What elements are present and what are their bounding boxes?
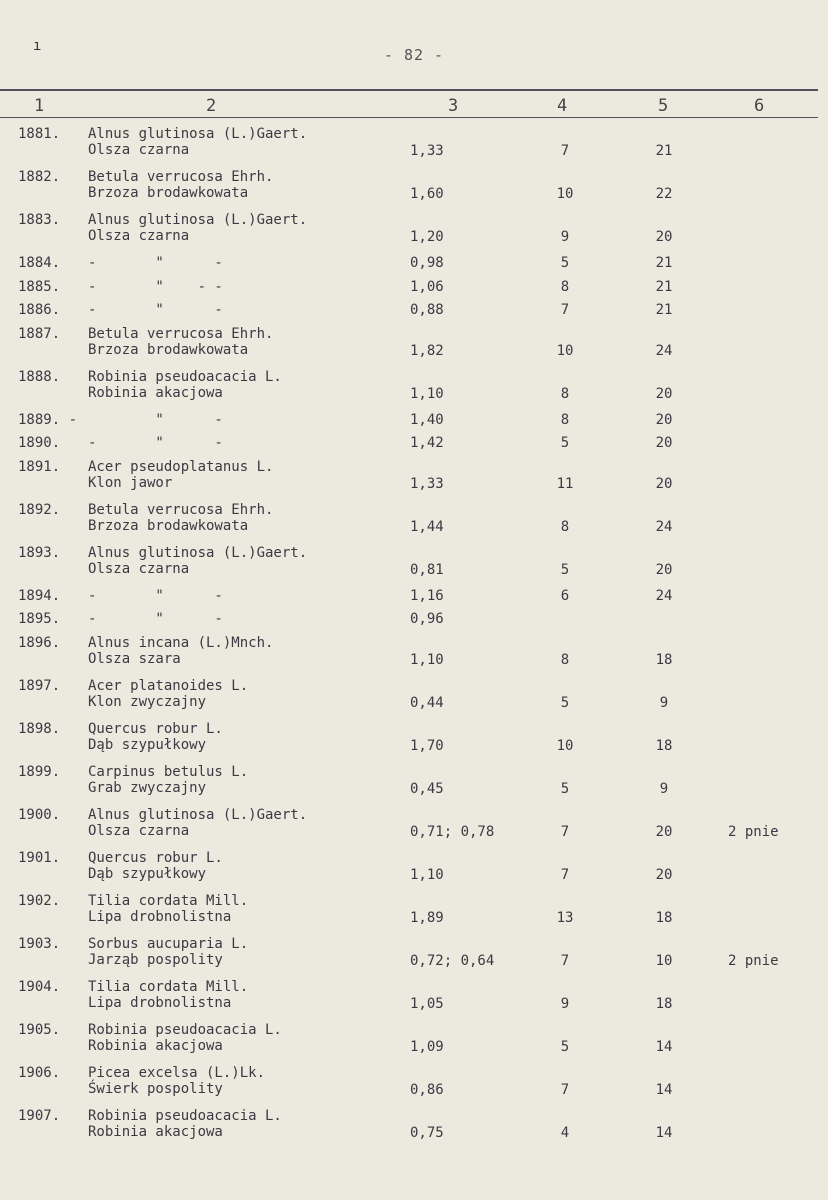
- record-number: 1896.: [18, 634, 61, 651]
- column-4-value: 6: [560, 587, 570, 604]
- polish-name: Dąb szypułkowy: [88, 865, 207, 882]
- column-4-value: 10: [556, 737, 574, 754]
- record-number: 1893.: [18, 544, 61, 561]
- column-3-value: 1,10: [410, 651, 444, 668]
- column-5-value: 20: [655, 561, 673, 578]
- table-row: [0, 850, 828, 893]
- column-3-value: 1,82: [410, 342, 444, 359]
- latin-name: Alnus glutinosa (L.)Gaert.: [88, 212, 308, 228]
- species-name: [88, 126, 307, 158]
- polish-name: Brzoza brodawkowata: [88, 185, 249, 201]
- column-5-value: 20: [655, 411, 673, 428]
- column-5-value: 9: [659, 780, 669, 797]
- column-3-value: 0,86: [410, 1081, 444, 1098]
- column-3-value: 0,45: [410, 780, 444, 797]
- record-number: 1885.: [18, 278, 61, 295]
- record-number: 1890.: [18, 435, 61, 451]
- column-3-value: 1,09: [410, 1038, 444, 1055]
- table-row: [0, 302, 828, 326]
- column-5-value: 24: [655, 518, 673, 535]
- table-row: [0, 435, 828, 459]
- column-4-value: 8: [560, 651, 570, 668]
- table-row: [0, 721, 828, 764]
- record-number: 1897.: [18, 677, 61, 694]
- column-4-value: 5: [560, 780, 570, 797]
- column-5-value: 14: [655, 1038, 673, 1055]
- polish-name: Jarząb pospolity: [88, 951, 223, 968]
- table-row: [0, 1065, 828, 1108]
- species-name: [88, 678, 248, 710]
- latin-name: Betula verrucosa Ehrh.: [88, 169, 274, 185]
- table-row: [0, 502, 828, 545]
- record-number: 1889. -: [18, 411, 78, 428]
- column-3-value: 0,96: [410, 611, 444, 627]
- column-header-6: 6: [754, 96, 765, 116]
- polish-name: Robinia akacjowa: [88, 1037, 223, 1054]
- record-number: 1883.: [18, 212, 61, 228]
- species-name: [88, 326, 273, 358]
- record-number: 1900.: [18, 806, 61, 823]
- header-rule-bottom: [0, 117, 818, 118]
- column-4-value: 10: [556, 342, 574, 359]
- column-3-value: 1,20: [410, 229, 444, 245]
- polish-name: Brzoza brodawkowata: [88, 341, 249, 358]
- column-5-value: 21: [655, 143, 673, 159]
- latin-name: Sorbus aucuparia L.: [88, 935, 249, 952]
- column-3-value: 1,70: [410, 737, 444, 754]
- species-name: [88, 1108, 282, 1140]
- column-3-value: 0,71; 0,78: [410, 823, 495, 840]
- table-row: [0, 893, 828, 936]
- species-name: [88, 764, 248, 796]
- polish-name: Olsza czarna: [88, 142, 190, 158]
- column-5-value: 9: [659, 694, 669, 711]
- species-name: [88, 936, 248, 968]
- table-row: [0, 369, 828, 412]
- header-rule-top: [0, 89, 818, 91]
- column-5-value: 18: [655, 995, 673, 1012]
- record-number: 1904.: [18, 978, 61, 995]
- column-header-1: 1: [34, 96, 45, 116]
- table-row: [0, 1108, 828, 1151]
- column-4-value: 7: [560, 823, 570, 840]
- column-5-value: 20: [655, 229, 673, 245]
- column-4-value: 4: [560, 1124, 570, 1141]
- species-name: [88, 412, 223, 428]
- species-name: [88, 979, 248, 1011]
- table-row: [0, 212, 828, 255]
- table-row: [0, 255, 828, 279]
- record-number: 1902.: [18, 892, 61, 909]
- polish-name: Świerk pospolity: [88, 1080, 223, 1097]
- column-3-value: 1,33: [410, 475, 444, 492]
- column-5-value: 20: [655, 823, 673, 840]
- column-3-value: 1,44: [410, 518, 444, 535]
- record-number: 1903.: [18, 935, 61, 952]
- column-4-value: 11: [556, 475, 574, 492]
- column-4-value: 7: [560, 143, 570, 159]
- column-4-value: 8: [560, 278, 570, 295]
- latin-name: " -: [88, 411, 223, 428]
- column-4-value: 7: [560, 302, 570, 318]
- column-3-value: 0,44: [410, 694, 444, 711]
- latin-name: Robinia pseudoacacia L.: [88, 1107, 282, 1124]
- column-4-value: 8: [560, 411, 570, 428]
- column-3-value: 1,16: [410, 587, 444, 604]
- column-3-value: 1,10: [410, 866, 444, 883]
- column-6-note: 2 pnie: [728, 823, 779, 840]
- table-row: [0, 588, 828, 612]
- table-row: [0, 678, 828, 721]
- latin-name: - " -: [88, 587, 223, 604]
- column-3-value: 1,89: [410, 909, 444, 926]
- latin-name: Acer pseudoplatanus L.: [88, 458, 274, 475]
- column-4-value: 9: [560, 995, 570, 1012]
- table-row: [0, 611, 828, 635]
- column-3-value: 1,05: [410, 995, 444, 1012]
- species-name: [88, 545, 307, 577]
- column-3-value: 0,98: [410, 255, 444, 271]
- column-5-value: 20: [655, 475, 673, 492]
- column-4-value: 5: [560, 435, 570, 451]
- latin-name: Betula verrucosa Ehrh.: [88, 325, 274, 342]
- column-5-value: 18: [655, 909, 673, 926]
- species-name: [88, 255, 223, 271]
- column-5-value: 24: [655, 342, 673, 359]
- column-5-value: 18: [655, 651, 673, 668]
- record-number: 1892.: [18, 501, 61, 518]
- latin-name: Acer platanoides L.: [88, 677, 249, 694]
- column-4-value: 9: [560, 229, 570, 245]
- column-4-value: 5: [560, 1038, 570, 1055]
- species-name: [88, 435, 223, 451]
- polish-name: Olsza czarna: [88, 560, 190, 577]
- latin-name: Quercus robur L.: [88, 720, 223, 737]
- record-number: 1886.: [18, 302, 61, 318]
- page-number: - 82 -: [383, 46, 445, 64]
- column-5-value: 20: [655, 385, 673, 402]
- record-number: 1891.: [18, 458, 61, 475]
- column-header-4: 4: [557, 96, 568, 116]
- column-5-value: 10: [655, 952, 673, 969]
- column-3-value: 1,33: [410, 143, 444, 159]
- table-row: [0, 169, 828, 212]
- column-4-value: 7: [560, 866, 570, 883]
- species-name: [88, 807, 307, 839]
- table-row: [0, 545, 828, 588]
- column-4-value: 5: [560, 694, 570, 711]
- polish-name: Olsza szara: [88, 650, 181, 667]
- column-4-value: 8: [560, 385, 570, 402]
- latin-name: Carpinus betulus L.: [88, 763, 249, 780]
- record-number: 1894.: [18, 587, 61, 604]
- table-row: [0, 279, 828, 303]
- record-list: [0, 126, 828, 1151]
- column-4-value: 5: [560, 255, 570, 271]
- record-number: 1882.: [18, 169, 61, 185]
- polish-name: Olsza czarna: [88, 822, 190, 839]
- column-4-value: 8: [560, 518, 570, 535]
- polish-name: Klon jawor: [88, 474, 173, 491]
- species-name: [88, 588, 223, 604]
- record-number: 1884.: [18, 255, 61, 271]
- latin-name: - " -: [88, 302, 223, 318]
- latin-name: Alnus glutinosa (L.)Gaert.: [88, 126, 308, 142]
- column-5-value: 21: [655, 278, 673, 295]
- record-number: 1898.: [18, 720, 61, 737]
- column-4-value: 10: [556, 186, 574, 202]
- table-row: [0, 936, 828, 979]
- latin-name: - " -: [88, 435, 223, 451]
- polish-name: Lipa drobnolistna: [88, 994, 232, 1011]
- latin-name: - " - -: [88, 278, 223, 295]
- record-number: 1905.: [18, 1021, 61, 1038]
- record-number: 1901.: [18, 849, 61, 866]
- species-name: [88, 302, 223, 318]
- column-5-value: 14: [655, 1081, 673, 1098]
- column-3-value: 0,75: [410, 1124, 444, 1141]
- latin-name: - " -: [88, 255, 223, 271]
- column-6-note: 2 pnie: [728, 952, 779, 969]
- column-header-5: 5: [658, 96, 669, 116]
- column-3-value: 1,10: [410, 385, 444, 402]
- latin-name: Alnus incana (L.)Mnch.: [88, 634, 274, 651]
- species-name: [88, 850, 223, 882]
- record-number: 1887.: [18, 325, 61, 342]
- species-name: [88, 169, 273, 201]
- polish-name: Lipa drobnolistna: [88, 908, 232, 925]
- species-name: [88, 1022, 282, 1054]
- latin-name: Tilia cordata Mill.: [88, 978, 249, 995]
- column-3-value: 0,88: [410, 302, 444, 318]
- column-3-value: 1,42: [410, 435, 444, 451]
- latin-name: Quercus robur L.: [88, 849, 223, 866]
- column-3-value: 0,72; 0,64: [410, 952, 495, 969]
- polish-name: Brzoza brodawkowata: [88, 517, 249, 534]
- column-4-value: 5: [560, 561, 570, 578]
- record-number: 1881.: [18, 126, 61, 142]
- column-5-value: 22: [655, 186, 673, 202]
- table-row: [0, 1022, 828, 1065]
- polish-name: Olsza czarna: [88, 228, 190, 244]
- column-header-2: 2: [206, 96, 217, 116]
- latin-name: Tilia cordata Mill.: [88, 892, 249, 909]
- latin-name: Alnus glutinosa (L.)Gaert.: [88, 806, 308, 823]
- record-number: 1899.: [18, 763, 61, 780]
- column-5-value: 20: [655, 435, 673, 451]
- latin-name: - " -: [88, 611, 223, 627]
- species-name: [88, 635, 273, 667]
- record-number: 1888.: [18, 368, 61, 385]
- species-name: [88, 721, 223, 753]
- latin-name: Alnus glutinosa (L.)Gaert.: [88, 544, 308, 561]
- table-row: [0, 764, 828, 807]
- table-row: [0, 979, 828, 1022]
- column-3-value: 1,40: [410, 411, 444, 428]
- table-row: [0, 635, 828, 678]
- species-name: [88, 1065, 265, 1097]
- table-row: [0, 459, 828, 502]
- table-row: [0, 126, 828, 169]
- polish-name: Grab zwyczajny: [88, 779, 207, 796]
- column-5-value: 21: [655, 255, 673, 271]
- polish-name: Klon zwyczajny: [88, 693, 207, 710]
- species-name: [88, 611, 223, 627]
- column-5-value: 21: [655, 302, 673, 318]
- corner-mark: ı: [33, 38, 42, 54]
- table-row: [0, 807, 828, 850]
- column-3-value: 1,60: [410, 186, 444, 202]
- polish-name: Robinia akacjowa: [88, 384, 223, 401]
- latin-name: Robinia pseudoacacia L.: [88, 368, 282, 385]
- column-4-value: 7: [560, 952, 570, 969]
- species-name: [88, 893, 248, 925]
- polish-name: Dąb szypułkowy: [88, 736, 207, 753]
- record-number: 1895.: [18, 611, 61, 627]
- column-5-value: 14: [655, 1124, 673, 1141]
- column-5-value: 20: [655, 866, 673, 883]
- column-header-3: 3: [448, 96, 459, 116]
- column-3-value: 0,81: [410, 561, 444, 578]
- column-4-value: 7: [560, 1081, 570, 1098]
- record-number: 1906.: [18, 1064, 61, 1081]
- species-name: [88, 212, 307, 244]
- column-3-value: 1,06: [410, 278, 444, 295]
- latin-name: Robinia pseudoacacia L.: [88, 1021, 282, 1038]
- polish-name: Robinia akacjowa: [88, 1123, 223, 1140]
- column-5-value: 24: [655, 587, 673, 604]
- species-name: [88, 502, 273, 534]
- column-5-value: 18: [655, 737, 673, 754]
- column-4-value: 13: [556, 909, 574, 926]
- table-row: [0, 412, 828, 436]
- table-row: [0, 326, 828, 369]
- species-name: [88, 279, 223, 295]
- species-name: [88, 369, 282, 401]
- species-name: [88, 459, 273, 491]
- latin-name: Picea excelsa (L.)Lk.: [88, 1064, 266, 1081]
- record-number: 1907.: [18, 1107, 61, 1124]
- latin-name: Betula verrucosa Ehrh.: [88, 501, 274, 518]
